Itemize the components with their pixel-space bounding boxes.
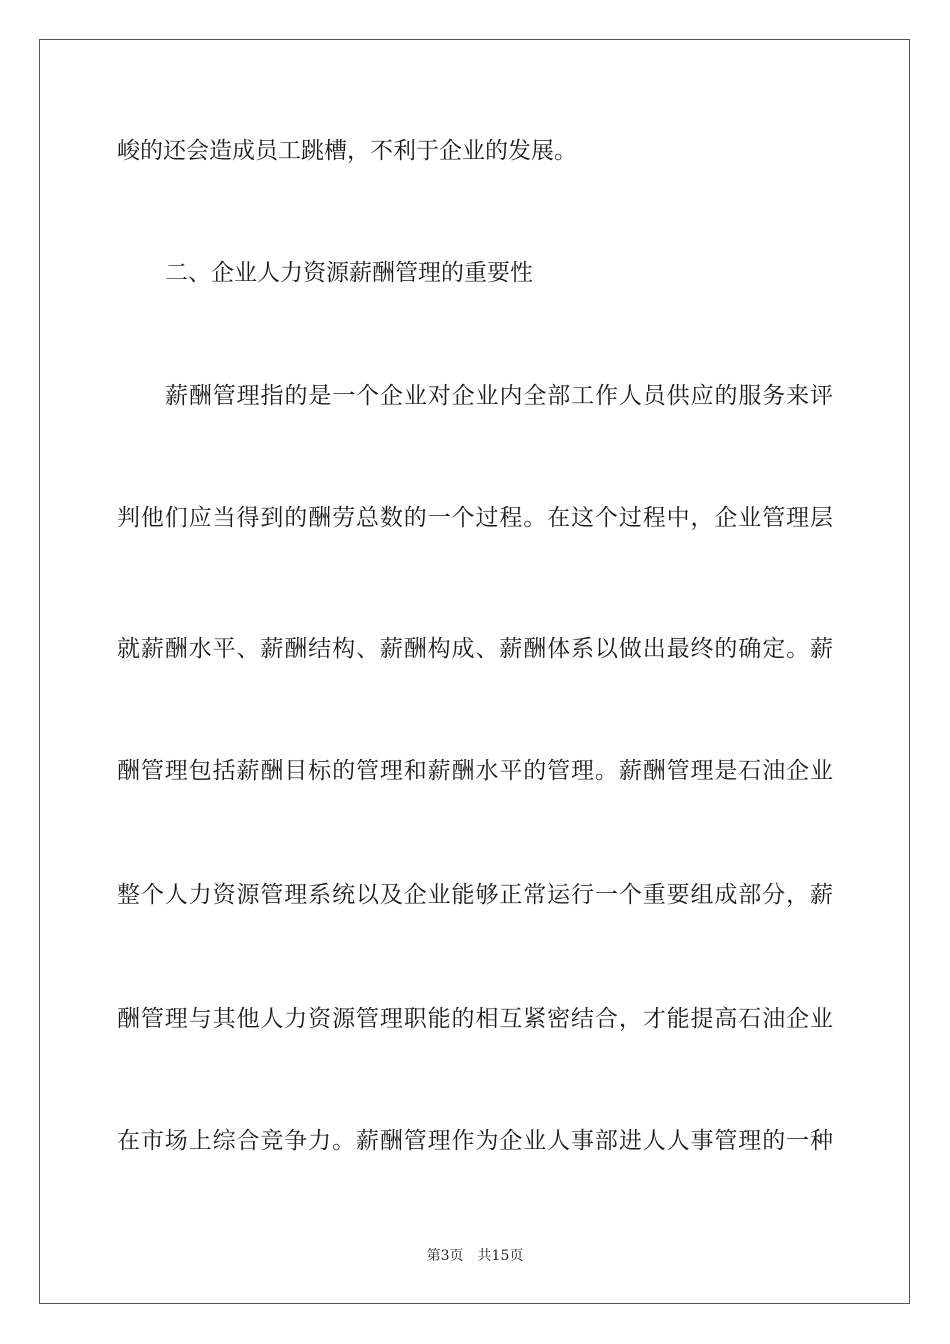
paragraph-line: 薪酬管理指的是一个企业对企业内全部工作人员供应的服务来评	[165, 383, 833, 409]
page-border	[39, 39, 910, 1304]
page-total: 共15页	[477, 1248, 524, 1264]
paragraph-line: 整个人力资源管理系统以及企业能够正常运行一个重要组成部分，薪	[117, 882, 833, 908]
paragraph-line: 酬管理包括薪酬目标的管理和薪酬水平的管理。薪酬管理是石油企业	[117, 758, 833, 784]
paragraph-line: 在市场上综合竞争力。薪酬管理作为企业人事部进人人事管理的一种	[117, 1128, 833, 1154]
paragraph-line: 酬管理与其他人力资源管理职能的相互紧密结合，才能提高石油企业	[117, 1006, 833, 1032]
paragraph-line-continuation: 峻的还会造成员工跳槽，不利于企业的发展。	[117, 138, 577, 164]
paragraph-line: 判他们应当得到的酬劳总数的一个过程。在这个过程中，企业管理层	[117, 505, 833, 531]
section-heading: 二、企业人力资源薪酬管理的重要性	[165, 260, 533, 286]
paragraph-line: 就薪酬水平、薪酬结构、薪酬构成、薪酬体系以做出最终的确定。薪	[117, 636, 833, 662]
page-number: 第3页	[426, 1248, 464, 1264]
page-footer	[0, 1247, 950, 1265]
